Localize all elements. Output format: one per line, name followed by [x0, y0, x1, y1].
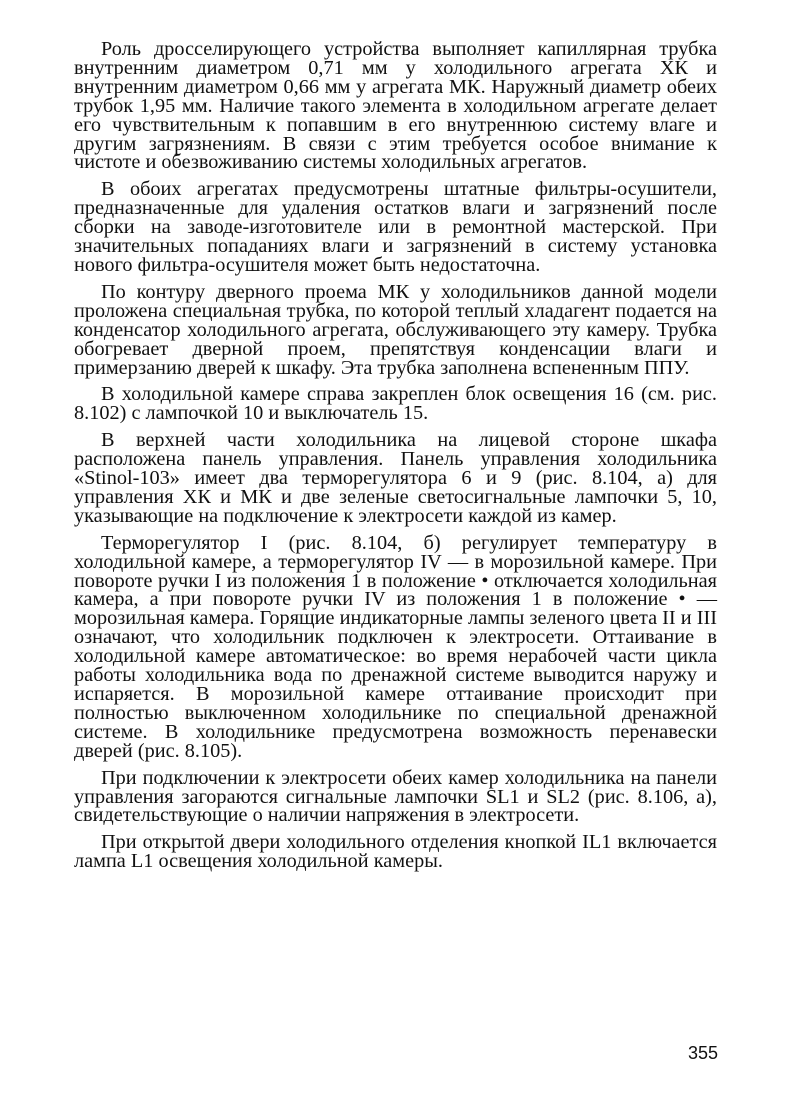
paragraph-thermostats: Терморегулятор I (рис. 8.104, б) регулирует температуру в холодильной камере, а терморегулятор IV — в морозильной камере. При повороте ручки I из положения 1 в положение • отключается холодильная камера, а при повороте ручки IV из положения 1 в положение • — морозильная камера. Горящие индикаторные лампы зеленого цвета II и III означают, что холодильник подключен к электросети. Оттаивание в холодильной камере автоматическое: во время нерабочей части цикла работы холодильника вода по дренажной системе выводится наружу и испаряется. В морозильной камере оттаивание происходит при полностью выключенном холодильнике по специальной дренажной системе. В холодильнике предусмотрена возможность перенавески дверей (рис. 8.105). [74, 531, 717, 762]
paragraph-door-lamp: При открытой двери холодильного отделения кнопкой IL1 включается лампа L1 освещения холодильной камеры. [74, 831, 717, 873]
paragraph-control-panel: В верхней части холодильника на лицевой стороне шкафа расположена панель управления. Панель управления холодильника «Stinol-103» имеет два терморегулятора 6 и 9 (рис. 8.104, а) для управления ХК и МК и две зеленые светосигнальные лампочки 5, 10, указывающие на подключение к электросети каждой из камер. [74, 429, 717, 527]
paragraph-door-tube: По контуру дверного проема МК у холодильников данной модели проложена специальная трубка, по которой теплый хладагент подается на конденсатор холодильного агрегата, обслуживающего эту камеру. Трубка обогревает дверной проем, препятствуя конденсации влаги и примерзанию дверей к шкафу. Эта трубка заполнена вспененным ППУ. [74, 280, 717, 379]
paragraph-signal-lamps: При подключении к электросети обеих камер холодильника на панели управления загораются сигнальные лампочки SL1 и SL2 (рис. 8.106, а), свидетельствующие о наличии напряжения в электросети. [74, 766, 717, 827]
paragraph-capillary-tube: Роль дросселирующего устройства выполняет капиллярная трубка внутренним диаметром 0,71 мм у холодильного агрегата ХК и внутренним диаметром 0,66 мм у агрегата МК. Наружный диаметр обеих трубок 1,95 мм. Наличие такого элемента в холодильном агрегате делает его чувствительным к попавшим в его внутреннюю систему влаге и другим загрязнениям. В связи с этим требуется особое внимание к чистоте и обезвоживанию системы холодильных агрегатов. [74, 38, 717, 174]
paragraph-filters: В обоих агрегатах предусмотрены штатные фильтры-осушители, предназначенные для удаления остатков влаги и загрязнений после сборки на заводе-изготовителе или в ремонтной мастерской. При значительных попаданиях влаги и загрязнений в систему установка нового фильтра-осушителя может быть недостаточна. [74, 178, 717, 276]
paragraph-lighting-block: В холодильной камере справа закреплен блок освещения 16 (см. рис. 8.102) с лампочкой 10 и выключатель 15. [74, 383, 717, 425]
page-number: 355 [687, 1043, 718, 1063]
page-body [74, 40, 717, 879]
